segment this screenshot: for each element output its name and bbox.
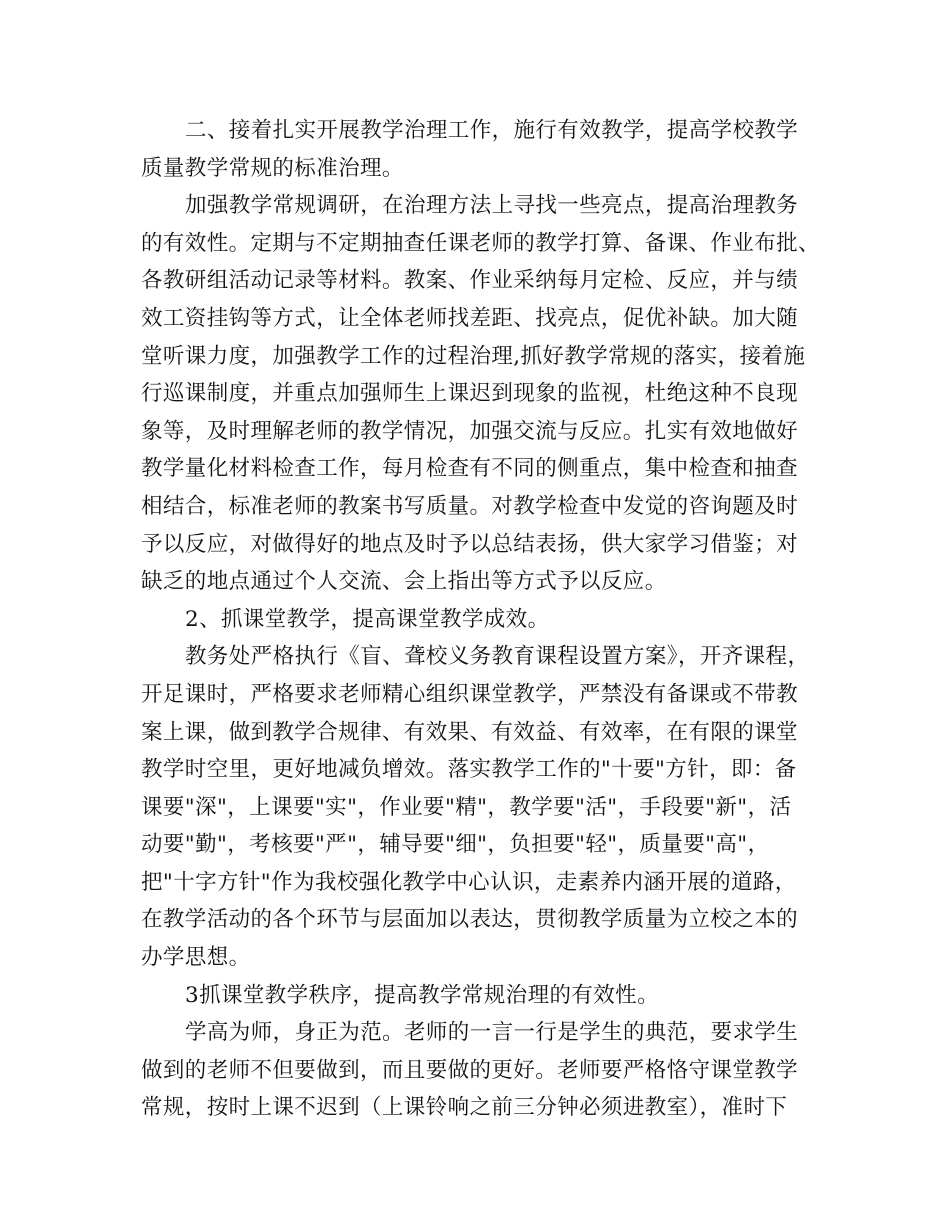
text-line: 行巡课制度，并重点加强师生上课迟到现象的监视，杜绝这种不良现 (141, 381, 799, 407)
text-line: 各教研组活动记录等材料。教案、作业采纳每月定检、反应，并与绩 (141, 268, 799, 294)
text-line: 动要"勤"，考核要"严"，辅导要"细"，负担要"轻"，质量要"高"， (141, 832, 770, 858)
text-line: 象等，及时理解老师的教学情况，加强交流与反应。扎实有效地做好 (141, 418, 799, 444)
text-line: 2、抓课堂教学，提高课堂教学成效。 (185, 606, 550, 632)
text-line: 效工资挂钩等方式，让全体老师找差距、找亮点，促优补缺。加大随 (141, 305, 799, 331)
text-line: 课要"深"，上课要"实"，作业要"精"，教学要"活"，手段要"新"，活 (141, 794, 792, 820)
text-line: 把"十字方针"作为我校强化教学中心认识，走素养内涵开展的道路， (141, 869, 797, 895)
text-line: 的有效性。定期与不定期抽查任课老师的教学打算、备课、作业布批、 (141, 230, 820, 256)
text-line: 3抓课堂教学秩序，提高教学常规治理的有效性。 (185, 982, 659, 1008)
text-line: 教学时空里，更好地减负增效。落实教学工作的"十要"方针，即：备 (141, 757, 797, 783)
text-line: 相结合，标准老师的教案书写质量。对教学检查中发觉的咨询题及时 (141, 493, 799, 519)
text-line: 教学量化材料检查工作，每月检查有不同的侧重点，集中检查和抽查 (141, 456, 799, 482)
text-line: 办学思想。 (141, 945, 251, 971)
text-line: 常规，按时上课不迟到（上课铃响之前三分钟必须进教室），准时下 (141, 1095, 788, 1121)
document-body (141, 112, 831, 1127)
text-line: 予以反应，对做得好的地点及时予以总结表扬，供大家学习借鉴；对 (141, 531, 799, 557)
text-line: 做到的老师不但要做到，而且要做的更好。老师要严格恪守课堂教学 (141, 1057, 799, 1083)
text-line: 在教学活动的各个环节与层面加以表达，贯彻教学质量为立校之本的 (141, 907, 799, 933)
text-line: 学高为师，身正为范。老师的一言一行是学生的典范，要求学生 (185, 1020, 799, 1046)
text-line: 堂听课力度，加强教学工作的过程治理,抓好教学常规的落实，接着施 (141, 343, 806, 369)
text-line: 质量教学常规的标准治理。 (141, 155, 404, 181)
text-line: 缺乏的地点通过个人交流、会上指出等方式予以反应。 (141, 569, 667, 595)
text-line: 教务处严格执行《盲、聋校义务教育课程设置方案》，开齐课程， (185, 644, 810, 670)
text-line: 案上课，做到教学合规律、有效果、有效益、有效率，在有限的课堂 (141, 719, 799, 745)
text-line: 开足课时，严格要求老师精心组织课堂教学，严禁没有备课或不带教 (141, 681, 799, 707)
text-line: 加强教学常规调研，在治理方法上寻找一些亮点，提高治理教务 (185, 193, 799, 219)
text-line: 二、接着扎实开展教学治理工作，施行有效教学，提高学校教学 (185, 118, 799, 143)
